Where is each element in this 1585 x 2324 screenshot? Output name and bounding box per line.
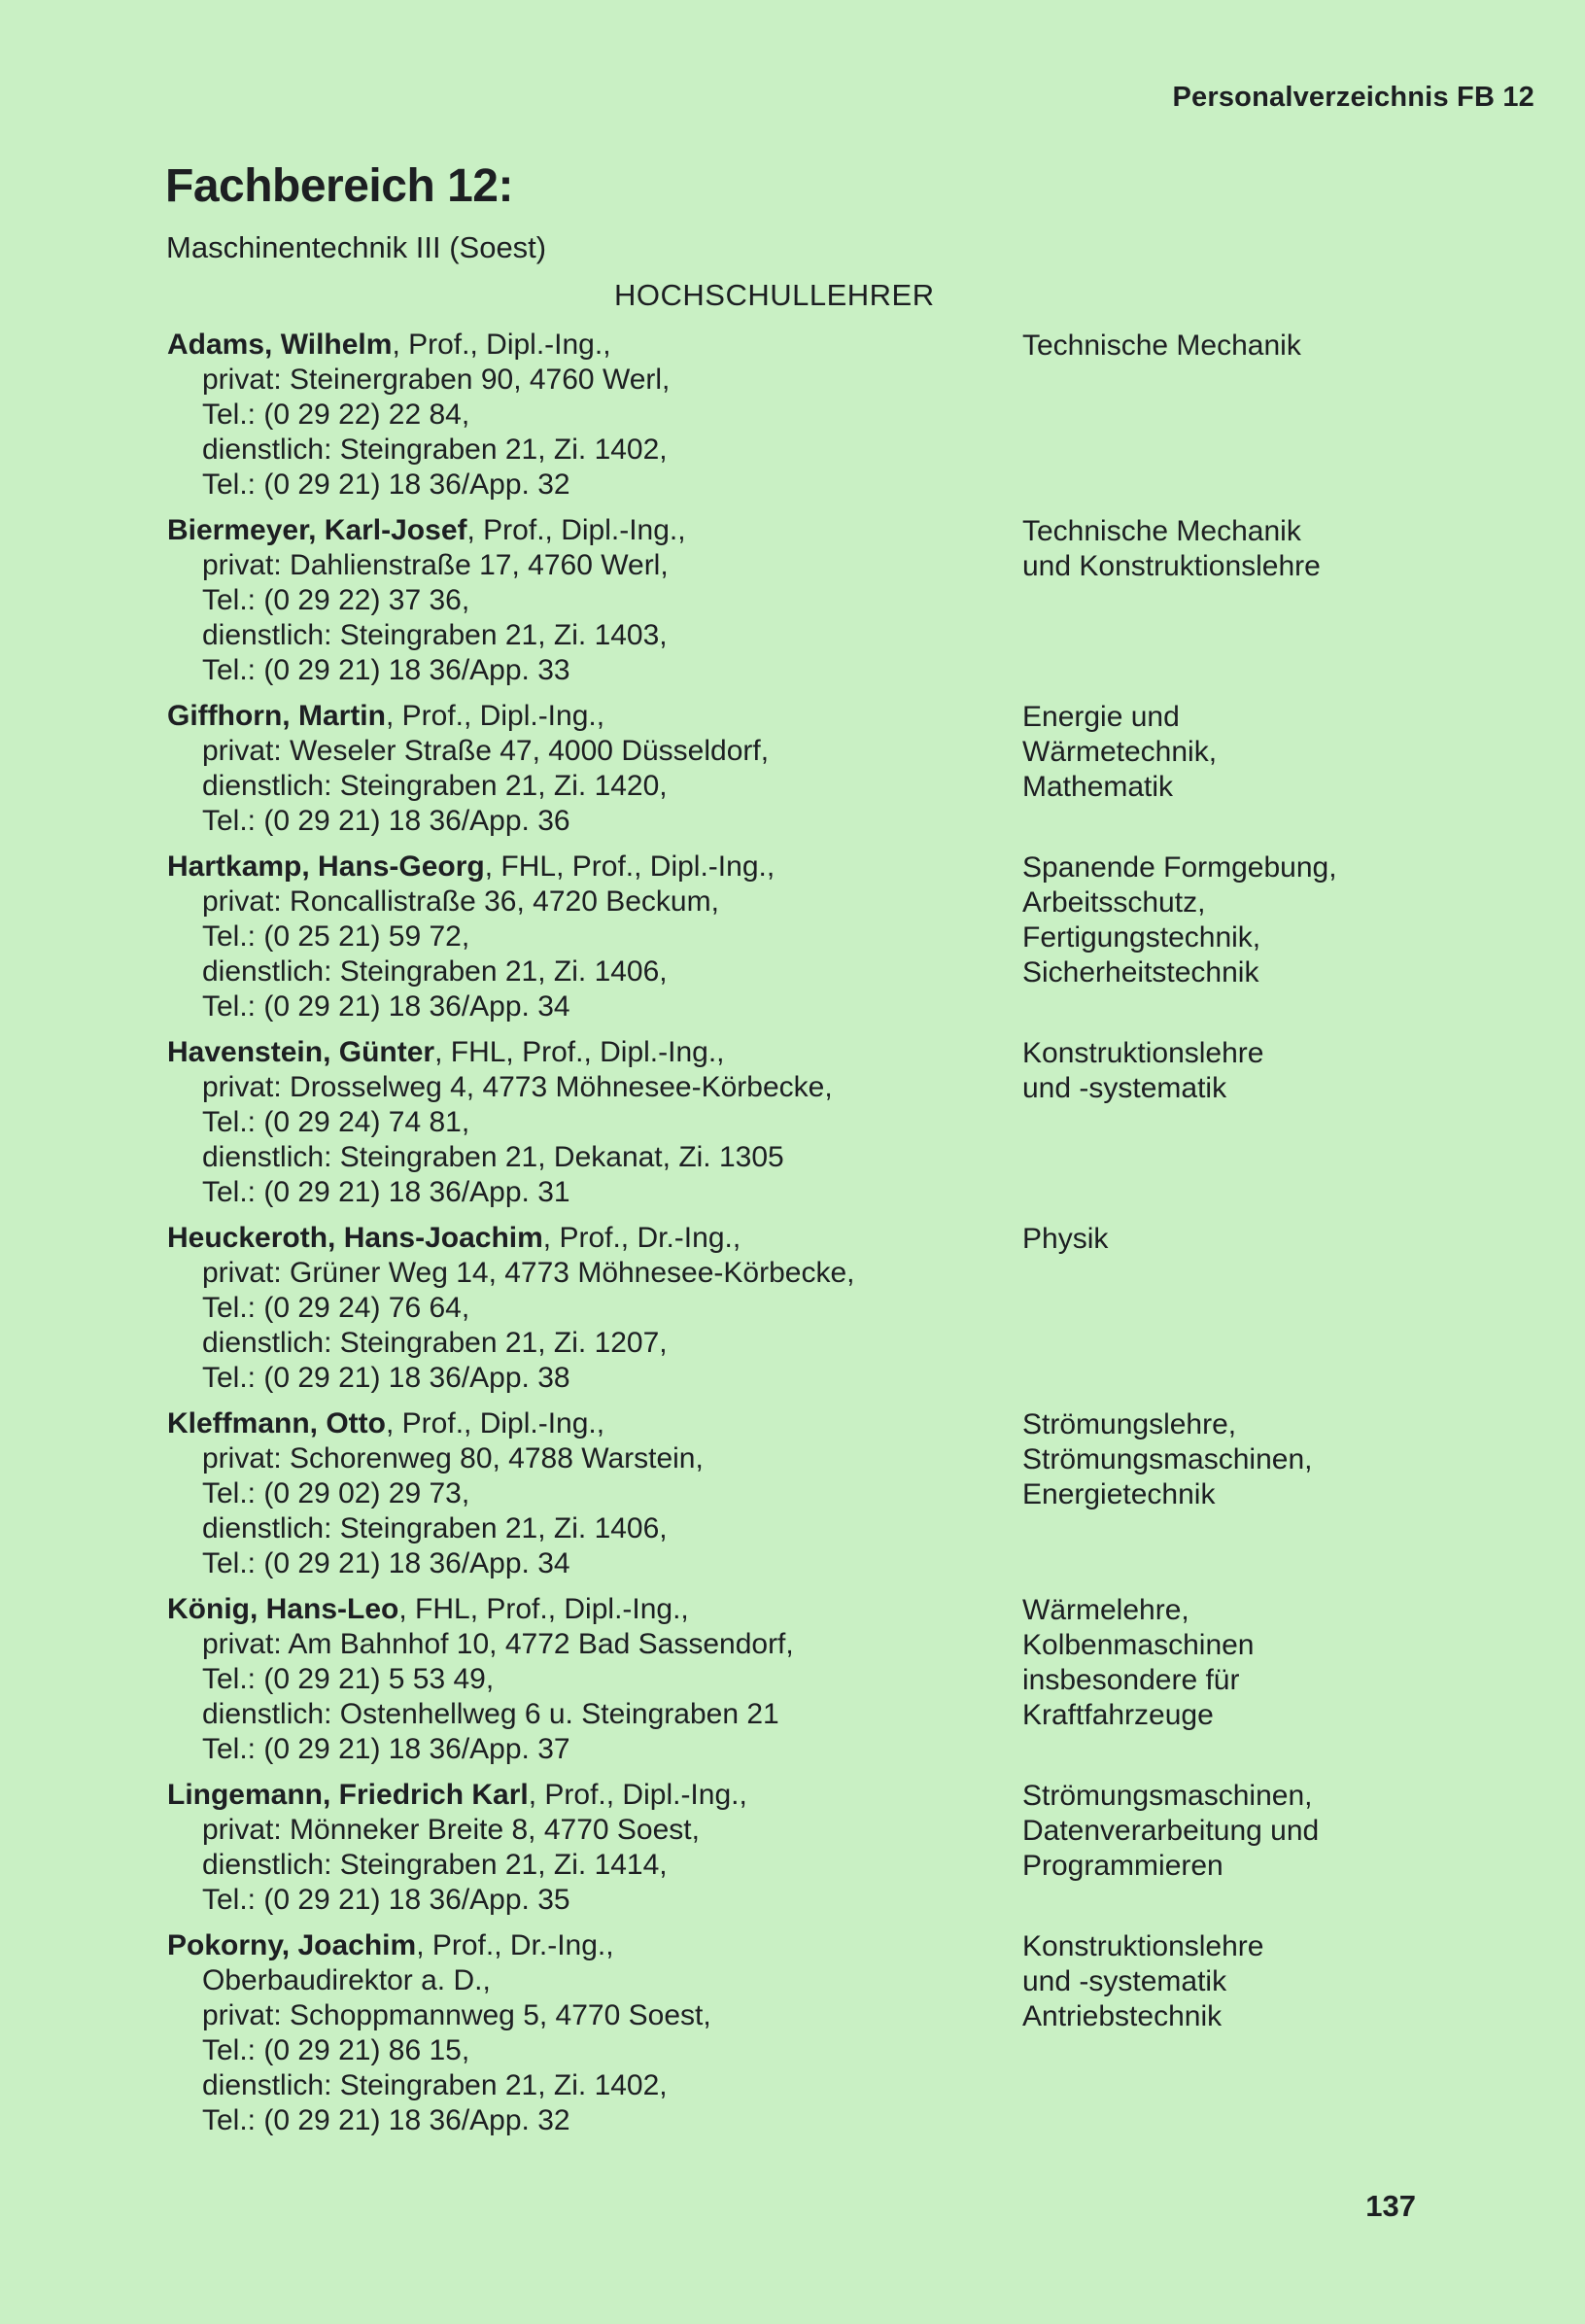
staff-entry — [167, 699, 1508, 839]
staff-contact-line: dienstlich: Steingraben 21, Zi. 1402, — [202, 2069, 668, 2101]
staff-subjects — [1022, 850, 1450, 1024]
staff-subjects — [1022, 1928, 1450, 2138]
staff-contact-line: Tel.: (0 29 21) 18 36/App. 31 — [202, 1176, 570, 1208]
staff-contact-line: Tel.: (0 29 21) 5 53 49, — [202, 1663, 495, 1695]
staff-entry-header — [167, 1928, 1018, 1963]
staff-list — [167, 328, 1508, 2149]
staff-entry-header — [167, 699, 1018, 734]
staff-contact-line: privat: Steinergraben 90, 4760 Werl, — [202, 364, 671, 396]
subject-line: und -systematik — [1022, 1072, 1227, 1104]
staff-title: , Prof., Dr.-Ing., — [416, 1929, 614, 1961]
staff-contact-line: privat: Drosselweg 4, 4773 Möhnesee-Körbecke, — [202, 1071, 833, 1103]
staff-name: Giffhorn, Martin — [167, 700, 386, 732]
subject-line: insbesondere für — [1022, 1664, 1240, 1696]
staff-entry-contact — [167, 328, 1018, 503]
staff-entry — [167, 513, 1508, 688]
staff-entry-header — [167, 1035, 1018, 1070]
staff-contact-line: Tel.: (0 29 21) 18 36/App. 36 — [202, 805, 570, 837]
staff-entry-contact — [167, 1592, 1018, 1767]
staff-contact-line: dienstlich: Steingraben 21, Zi. 1403, — [202, 619, 668, 651]
staff-contact-line: dienstlich: Ostenhellweg 6 u. Steingraben 21 — [202, 1698, 779, 1730]
section-heading: HOCHSCHULLEHRER — [614, 278, 935, 312]
subject-line: Programmieren — [1022, 1850, 1223, 1882]
staff-name: Hartkamp, Hans-Georg — [167, 850, 485, 883]
subject-line: Antriebstechnik — [1022, 2000, 1223, 2032]
staff-name: Havenstein, Günter — [167, 1036, 435, 1068]
staff-subjects — [1022, 513, 1450, 688]
staff-contact-line: dienstlich: Steingraben 21, Dekanat, Zi. 1305 — [202, 1141, 784, 1173]
staff-name: Biermeyer, Karl-Josef — [167, 514, 467, 546]
staff-entry-header — [167, 1406, 1018, 1441]
staff-entry-contact — [167, 1778, 1018, 1918]
staff-name: Kleffmann, Otto — [167, 1407, 386, 1439]
staff-name: Adams, Wilhelm — [167, 329, 393, 361]
staff-entry — [167, 1406, 1508, 1581]
staff-title: , Prof., Dr.-Ing., — [542, 1222, 741, 1254]
staff-contact-line: Tel.: (0 29 22) 22 84, — [202, 399, 470, 431]
staff-contact-line: Tel.: (0 29 22) 37 36, — [202, 584, 470, 616]
staff-entry-header — [167, 1778, 1018, 1813]
staff-contact-line: dienstlich: Steingraben 21, Zi. 1207, — [202, 1327, 668, 1359]
page-title: Fachbereich 12: — [165, 160, 513, 212]
staff-contact-line: privat: Am Bahnhof 10, 4772 Bad Sassendorf, — [202, 1628, 794, 1660]
staff-contact-line: Tel.: (0 25 21) 59 72, — [202, 920, 470, 953]
staff-entry — [167, 1928, 1508, 2138]
staff-entry-header — [167, 328, 1018, 363]
staff-contact-line: dienstlich: Steingraben 21, Zi. 1420, — [202, 770, 668, 802]
staff-contact-line: Tel.: (0 29 21) 18 36/App. 33 — [202, 654, 570, 686]
subject-line: Mathematik — [1022, 771, 1174, 803]
staff-title: , Prof., Dipl.-Ing., — [392, 329, 611, 361]
staff-contact-line: privat: Weseler Straße 47, 4000 Düsseldorf, — [202, 735, 770, 767]
subject-line: Konstruktionslehre — [1022, 1930, 1264, 1962]
subject-line: Datenverarbeitung und — [1022, 1815, 1320, 1847]
staff-contact-line: Tel.: (0 29 21) 18 36/App. 34 — [202, 1547, 570, 1579]
staff-entry-header — [167, 850, 1018, 885]
subject-line: Kolbenmaschinen — [1022, 1629, 1255, 1661]
subject-line: Technische Mechanik — [1022, 515, 1301, 547]
staff-contact-line: Tel.: (0 29 24) 74 81, — [202, 1106, 470, 1138]
subject-line: Strömungslehre, — [1022, 1408, 1237, 1440]
staff-subjects — [1022, 1592, 1450, 1767]
staff-entry-contact — [167, 850, 1018, 1024]
staff-entry — [167, 1035, 1508, 1210]
subject-line: Wärmelehre, — [1022, 1594, 1189, 1626]
staff-contact-line: privat: Schoppmannweg 5, 4770 Soest, — [202, 1999, 711, 2031]
staff-contact-line: Tel.: (0 29 24) 76 64, — [202, 1292, 470, 1324]
staff-name: Heuckeroth, Hans-Joachim — [167, 1222, 543, 1254]
staff-contact-line: privat: Schorenweg 80, 4788 Warstein, — [202, 1442, 704, 1474]
staff-name: Lingemann, Friedrich Karl — [167, 1779, 529, 1811]
staff-contact-line: privat: Roncallistraße 36, 4720 Beckum, — [202, 885, 719, 918]
staff-title: , Prof., Dipl.-Ing., — [386, 1407, 605, 1439]
staff-contact-line: dienstlich: Steingraben 21, Zi. 1406, — [202, 1512, 668, 1544]
staff-entry-contact — [167, 699, 1018, 839]
subject-line: Strömungsmaschinen, — [1022, 1443, 1313, 1475]
subject-line: Konstruktionslehre — [1022, 1037, 1264, 1069]
subject-line: Strömungsmaschinen, — [1022, 1780, 1313, 1812]
staff-name: König, Hans-Leo — [167, 1593, 399, 1625]
subject-line: Kraftfahrzeuge — [1022, 1699, 1214, 1731]
staff-subjects — [1022, 1221, 1450, 1396]
staff-contact-line: Tel.: (0 29 21) 86 15, — [202, 2034, 470, 2066]
page-number: 137 — [1365, 2189, 1416, 2223]
staff-entry-contact — [167, 1406, 1018, 1581]
staff-entry — [167, 328, 1508, 503]
staff-contact-line: privat: Dahlienstraße 17, 4760 Werl, — [202, 549, 669, 581]
subject-line: Spanende Formgebung, — [1022, 851, 1337, 884]
subject-line: Physik — [1022, 1223, 1109, 1255]
staff-subjects — [1022, 1406, 1450, 1581]
staff-entry — [167, 1592, 1508, 1767]
subject-line: Sicherheitstechnik — [1022, 956, 1259, 989]
staff-subjects — [1022, 1778, 1450, 1918]
staff-contact-line: dienstlich: Steingraben 21, Zi. 1406, — [202, 955, 668, 988]
staff-entry-contact — [167, 513, 1018, 688]
subject-line: Wärmetechnik, — [1022, 736, 1218, 768]
staff-entry-header — [167, 1221, 1018, 1256]
staff-contact-line: privat: Mönneker Breite 8, 4770 Soest, — [202, 1814, 700, 1846]
staff-entry-contact — [167, 1035, 1018, 1210]
subject-line: Technische Mechanik — [1022, 330, 1301, 362]
staff-contact-line: Tel.: (0 29 02) 29 73, — [202, 1477, 470, 1509]
staff-subjects — [1022, 699, 1450, 839]
subject-line: und -systematik — [1022, 1965, 1227, 1997]
staff-contact-line: Tel.: (0 29 21) 18 36/App. 35 — [202, 1884, 570, 1916]
staff-contact-line: Tel.: (0 29 21) 18 36/App. 38 — [202, 1362, 570, 1394]
staff-contact-line: Tel.: (0 29 21) 18 36/App. 32 — [202, 468, 570, 501]
staff-contact-line: dienstlich: Steingraben 21, Zi. 1414, — [202, 1849, 668, 1881]
staff-name: Pokorny, Joachim — [167, 1929, 417, 1961]
subject-line: Energie und — [1022, 701, 1180, 733]
staff-contact-line: dienstlich: Steingraben 21, Zi. 1402, — [202, 434, 668, 466]
staff-contact-line: Oberbaudirektor a. D., — [202, 1964, 491, 1996]
staff-entry — [167, 850, 1508, 1024]
staff-entry — [167, 1221, 1508, 1396]
staff-title: , Prof., Dipl.-Ing., — [385, 700, 605, 732]
staff-entry-contact — [167, 1928, 1018, 2138]
subject-line: und Konstruktionslehre — [1022, 550, 1321, 582]
staff-contact-line: Tel.: (0 29 21) 18 36/App. 32 — [202, 2104, 570, 2136]
staff-entry-contact — [167, 1221, 1018, 1396]
staff-contact-line: Tel.: (0 29 21) 18 36/App. 37 — [202, 1733, 570, 1765]
staff-subjects — [1022, 1035, 1450, 1210]
subject-line: Arbeitsschutz, — [1022, 886, 1206, 919]
staff-subjects — [1022, 328, 1450, 503]
staff-title: , FHL, Prof., Dipl.-Ing., — [484, 850, 775, 883]
subject-line: Fertigungstechnik, — [1022, 921, 1261, 954]
staff-title: , Prof., Dipl.-Ing., — [466, 514, 686, 546]
page-subtitle: Maschinentechnik III (Soest) — [166, 230, 547, 264]
staff-entry — [167, 1778, 1508, 1918]
staff-contact-line: privat: Grüner Weg 14, 4773 Möhnesee-Körbecke, — [202, 1257, 855, 1289]
staff-entry-header — [167, 513, 1018, 548]
staff-title: , Prof., Dipl.-Ing., — [528, 1779, 747, 1811]
staff-title: , FHL, Prof., Dipl.-Ing., — [434, 1036, 725, 1068]
running-head: Personalverzeichnis FB 12 — [1172, 82, 1534, 113]
staff-contact-line: Tel.: (0 29 21) 18 36/App. 34 — [202, 990, 570, 1023]
subject-line: Energietechnik — [1022, 1478, 1216, 1510]
staff-title: , FHL, Prof., Dipl.-Ing., — [398, 1593, 689, 1625]
staff-entry-header — [167, 1592, 1018, 1627]
